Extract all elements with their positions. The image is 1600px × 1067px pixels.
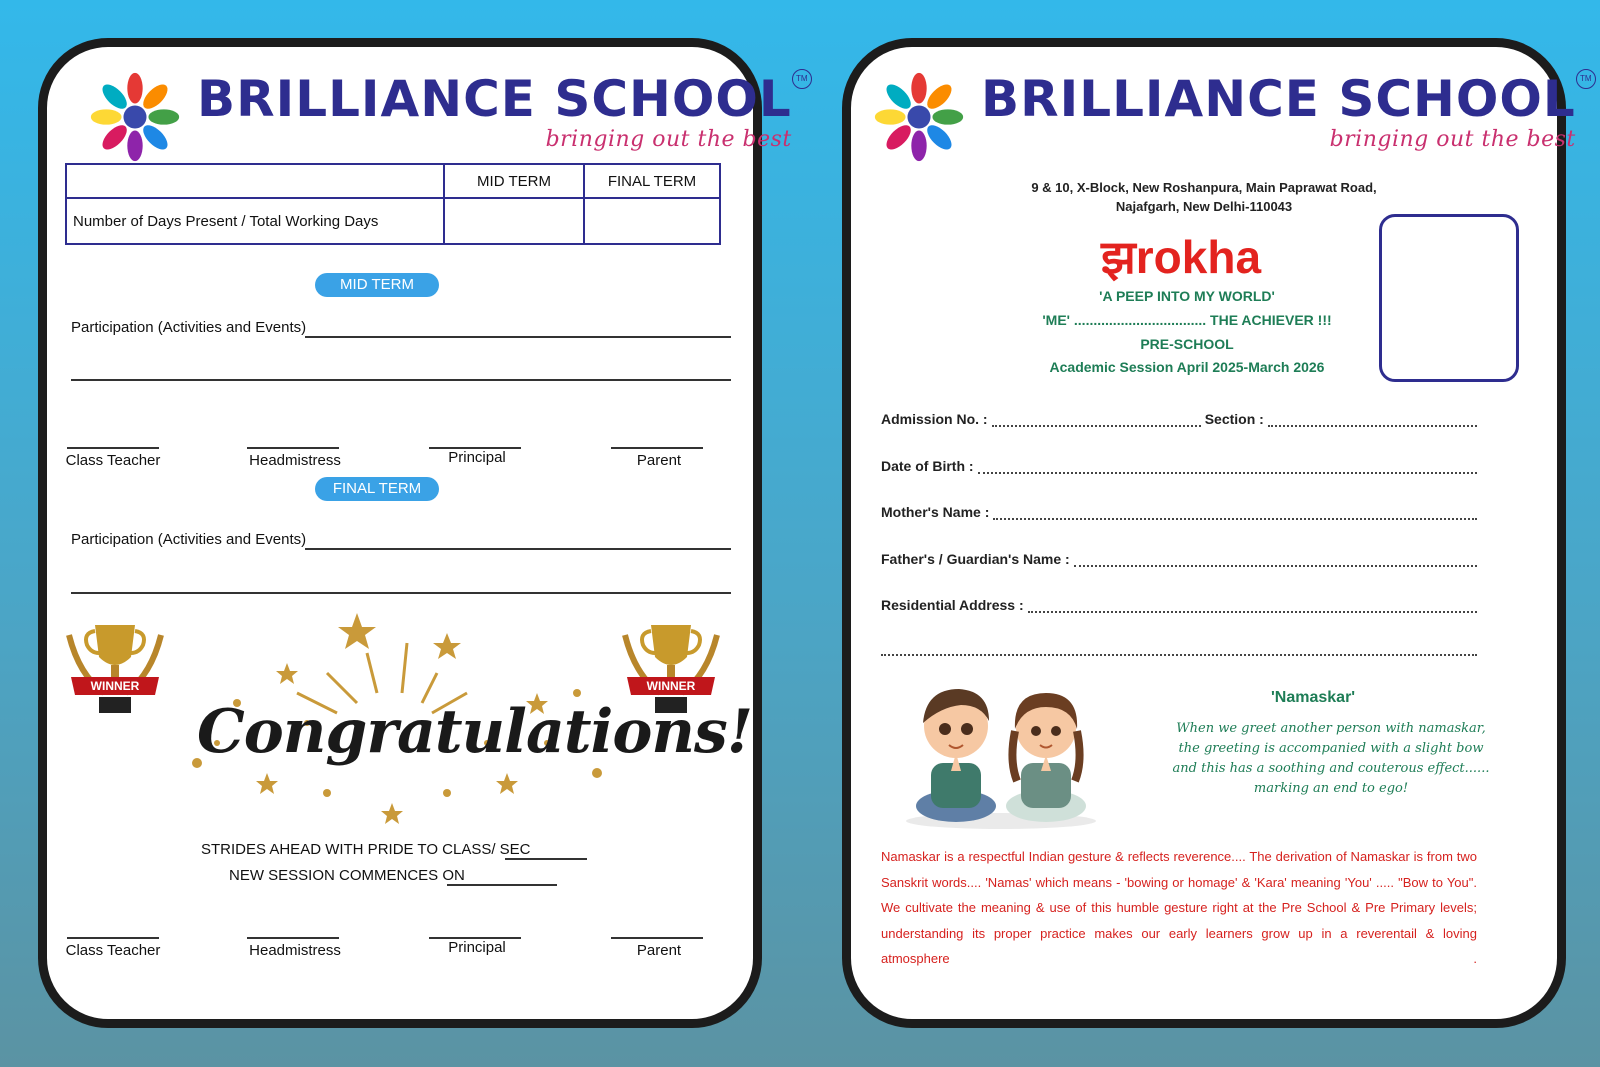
dob-row — [881, 458, 1477, 474]
namaskar-description-text: Namaskar is a respectful Indian gesture & reflects reverence.... The derivation of Namaskar is from two Sanskrit words.... 'Namas' which means - 'bowing or homage' & 'Kara' meaning 'You' ..... "Bow to You". We cultivate the meaning & use of this humble gesture right at the Pre School & Pre Primary levels; understanding its proper practice makes our early learners grow up in a reverentail & loving atmosphere — [881, 849, 1477, 966]
winner-trophy-left-icon — [59, 605, 171, 720]
mother-name-field[interactable] — [993, 508, 1477, 520]
strides-ahead-label: STRIDES AHEAD WITH PRIDE TO CLASS/ SEC — [201, 841, 531, 858]
achiever-dots[interactable]: .................................. — [1073, 312, 1207, 328]
class-sec-line[interactable] — [505, 858, 587, 860]
mother-label: Mother's Name : — [881, 504, 990, 520]
mid-term-pill: MID TERM — [315, 273, 439, 297]
report-card-back-page — [38, 38, 808, 1028]
father-name-field[interactable] — [1074, 555, 1477, 567]
mid-sign-line-class-teacher[interactable] — [67, 447, 159, 449]
final-participation-label: Participation (Activities and Events) — [71, 531, 307, 548]
attendance-mid-cell[interactable] — [444, 198, 584, 244]
mid-sign-class-teacher: Class Teacher — [65, 452, 161, 469]
attendance-col-mid-term: MID TERM — [444, 164, 584, 198]
children-namaskar-illustration — [901, 671, 1101, 831]
namaskar-description-end: . — [1473, 951, 1477, 966]
address-line-2: Najafgarh, New Delhi-110043 — [1115, 199, 1293, 214]
attendance-table — [65, 163, 721, 245]
father-label: Father's / Guardian's Name : — [881, 551, 1070, 567]
admission-field[interactable] — [992, 415, 1201, 427]
namaskar-quote: When we greet another person with namaskar, the greeting is accompanied with a slight bow and this has a soothing and couterous effect...... marking an end to ego! — [1172, 721, 1490, 796]
section-label: Section : — [1204, 411, 1264, 427]
final-sign-parent: Parent — [636, 942, 682, 959]
achiever-prefix: 'ME' — [1042, 312, 1074, 328]
final-participation-line-1[interactable] — [305, 548, 731, 550]
winner-ribbon-right-label: WINNER — [646, 679, 696, 693]
mid-participation-label: Participation (Activities and Events) — [71, 319, 307, 336]
residential-address-field-2[interactable] — [881, 644, 1477, 656]
school-logo-front — [871, 69, 1592, 165]
school-address — [851, 178, 1557, 216]
school-name: BRILLIANCE SCHOOL — [981, 70, 1576, 128]
final-sign-line-headmistress[interactable] — [247, 937, 339, 939]
achiever-suffix: THE ACHIEVER !!! — [1206, 312, 1332, 328]
section-field[interactable] — [1268, 415, 1477, 427]
mid-sign-parent: Parent — [636, 452, 682, 469]
dob-label: Date of Birth : — [881, 458, 974, 474]
winner-ribbon-left-label: WINNER — [90, 679, 140, 693]
level-label: PRE-SCHOOL — [1140, 336, 1234, 352]
father-row — [881, 551, 1477, 567]
jharokha-title-hindi: झ — [1101, 231, 1136, 283]
address-row-2 — [881, 644, 1477, 656]
trademark-badge: TM — [792, 69, 812, 89]
school-emblem-icon — [87, 69, 183, 165]
final-sign-principal: Principal — [448, 939, 506, 956]
new-session-label: NEW SESSION COMMENCES ON — [229, 867, 465, 884]
jharokha-title-rest: rokha — [1135, 231, 1262, 283]
final-sign-class-teacher: Class Teacher — [65, 942, 161, 959]
final-sign-headmistress: Headmistress — [249, 942, 341, 959]
mid-participation-line-2[interactable] — [71, 379, 731, 381]
attendance-final-cell[interactable] — [584, 198, 720, 244]
address-line-1: 9 & 10, X-Block, New Roshanpura, Main Paprawat Road, — [1031, 180, 1377, 195]
address-row — [881, 597, 1477, 613]
mid-participation-line-1[interactable] — [305, 336, 731, 338]
final-term-pill: FINAL TERM — [315, 477, 439, 501]
school-tagline: bringing out the best — [545, 127, 792, 152]
report-card-front-page — [842, 38, 1592, 1028]
mid-sign-line-headmistress[interactable] — [247, 447, 339, 449]
final-sign-line-class-teacher[interactable] — [67, 937, 159, 939]
achiever-line — [851, 312, 1523, 328]
final-sign-line-parent[interactable] — [611, 937, 703, 939]
jharokha-title — [1101, 225, 1261, 287]
trademark-badge: TM — [1576, 69, 1596, 89]
namaskar-title: 'Namaskar' — [1271, 689, 1356, 706]
attendance-row-label: Number of Days Present / Total Working Days — [66, 198, 444, 244]
admission-label: Admission No. : — [881, 411, 988, 427]
attendance-blank-header — [66, 164, 444, 198]
mid-sign-headmistress: Headmistress — [249, 452, 341, 469]
dob-field[interactable] — [978, 462, 1477, 474]
peep-subtitle: 'A PEEP INTO MY WORLD' — [1099, 288, 1275, 304]
school-logo — [87, 69, 808, 165]
attendance-col-final-term: FINAL TERM — [584, 164, 720, 198]
residential-address-label: Residential Address : — [881, 597, 1024, 613]
residential-address-field[interactable] — [1028, 601, 1477, 613]
session-label: Academic Session April 2025-March 2026 — [1049, 359, 1325, 375]
admission-section-row — [881, 411, 1477, 427]
mid-sign-principal: Principal — [448, 449, 506, 466]
school-emblem-icon — [871, 69, 967, 165]
final-participation-line-2[interactable] — [71, 592, 731, 594]
mid-sign-line-parent[interactable] — [611, 447, 703, 449]
namaskar-description — [881, 844, 1477, 972]
new-session-date-line[interactable] — [447, 884, 557, 886]
school-tagline: bringing out the best — [1329, 127, 1576, 152]
congratulations-heading: Congratulations! — [197, 697, 753, 767]
school-name: BRILLIANCE SCHOOL — [197, 70, 792, 128]
mother-row — [881, 504, 1477, 520]
